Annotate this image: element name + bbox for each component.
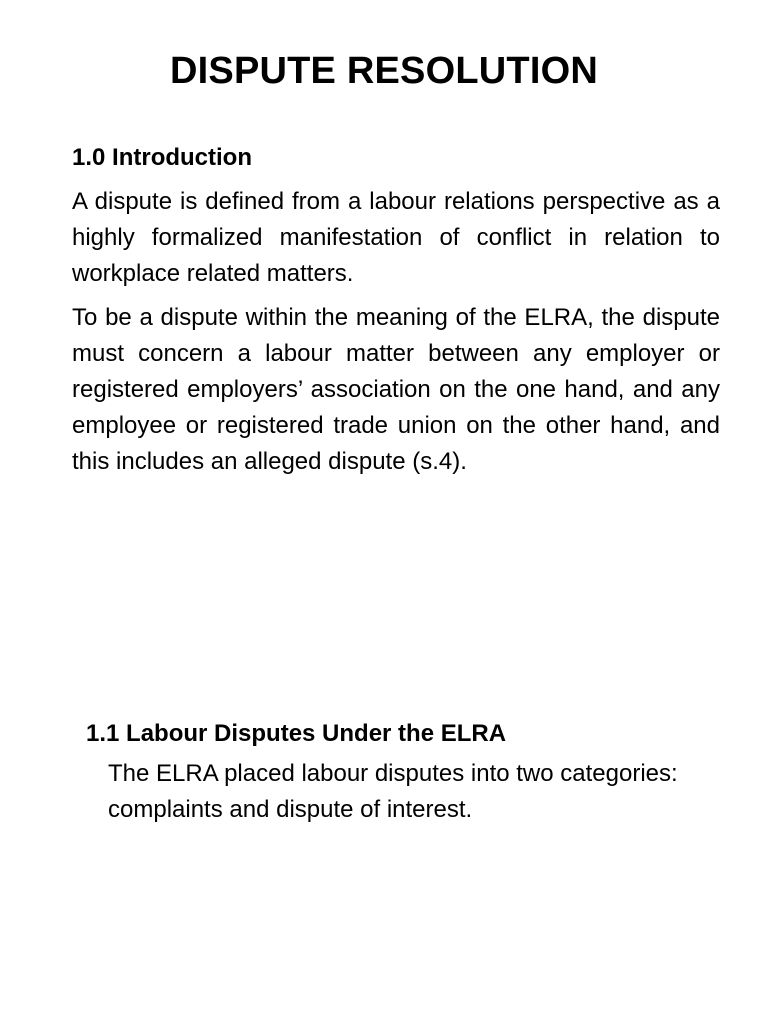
- section-labour-disputes: [86, 716, 706, 836]
- paragraph: The ELRA placed labour disputes into two categories: complaints and dispute of interest.: [108, 760, 678, 823]
- paragraph: A dispute is defined from a labour relations perspective as a highly formalized manifestation of conflict in relation to workplace related matters.: [72, 188, 720, 287]
- section-introduction: [72, 140, 720, 488]
- document-title: DISPUTE RESOLUTION: [170, 50, 598, 92]
- section-heading: 1.1 Labour Disputes Under the ELRA: [86, 720, 507, 747]
- section-heading: 1.0 Introduction: [72, 144, 252, 171]
- paragraph: To be a dispute within the meaning of the ELRA, the dispute must concern a labour matter between any employer or registered employers’ association on the one hand, and any employee or registered trade union on the other hand, and this includes an alleged dispute (s.4).: [72, 304, 720, 475]
